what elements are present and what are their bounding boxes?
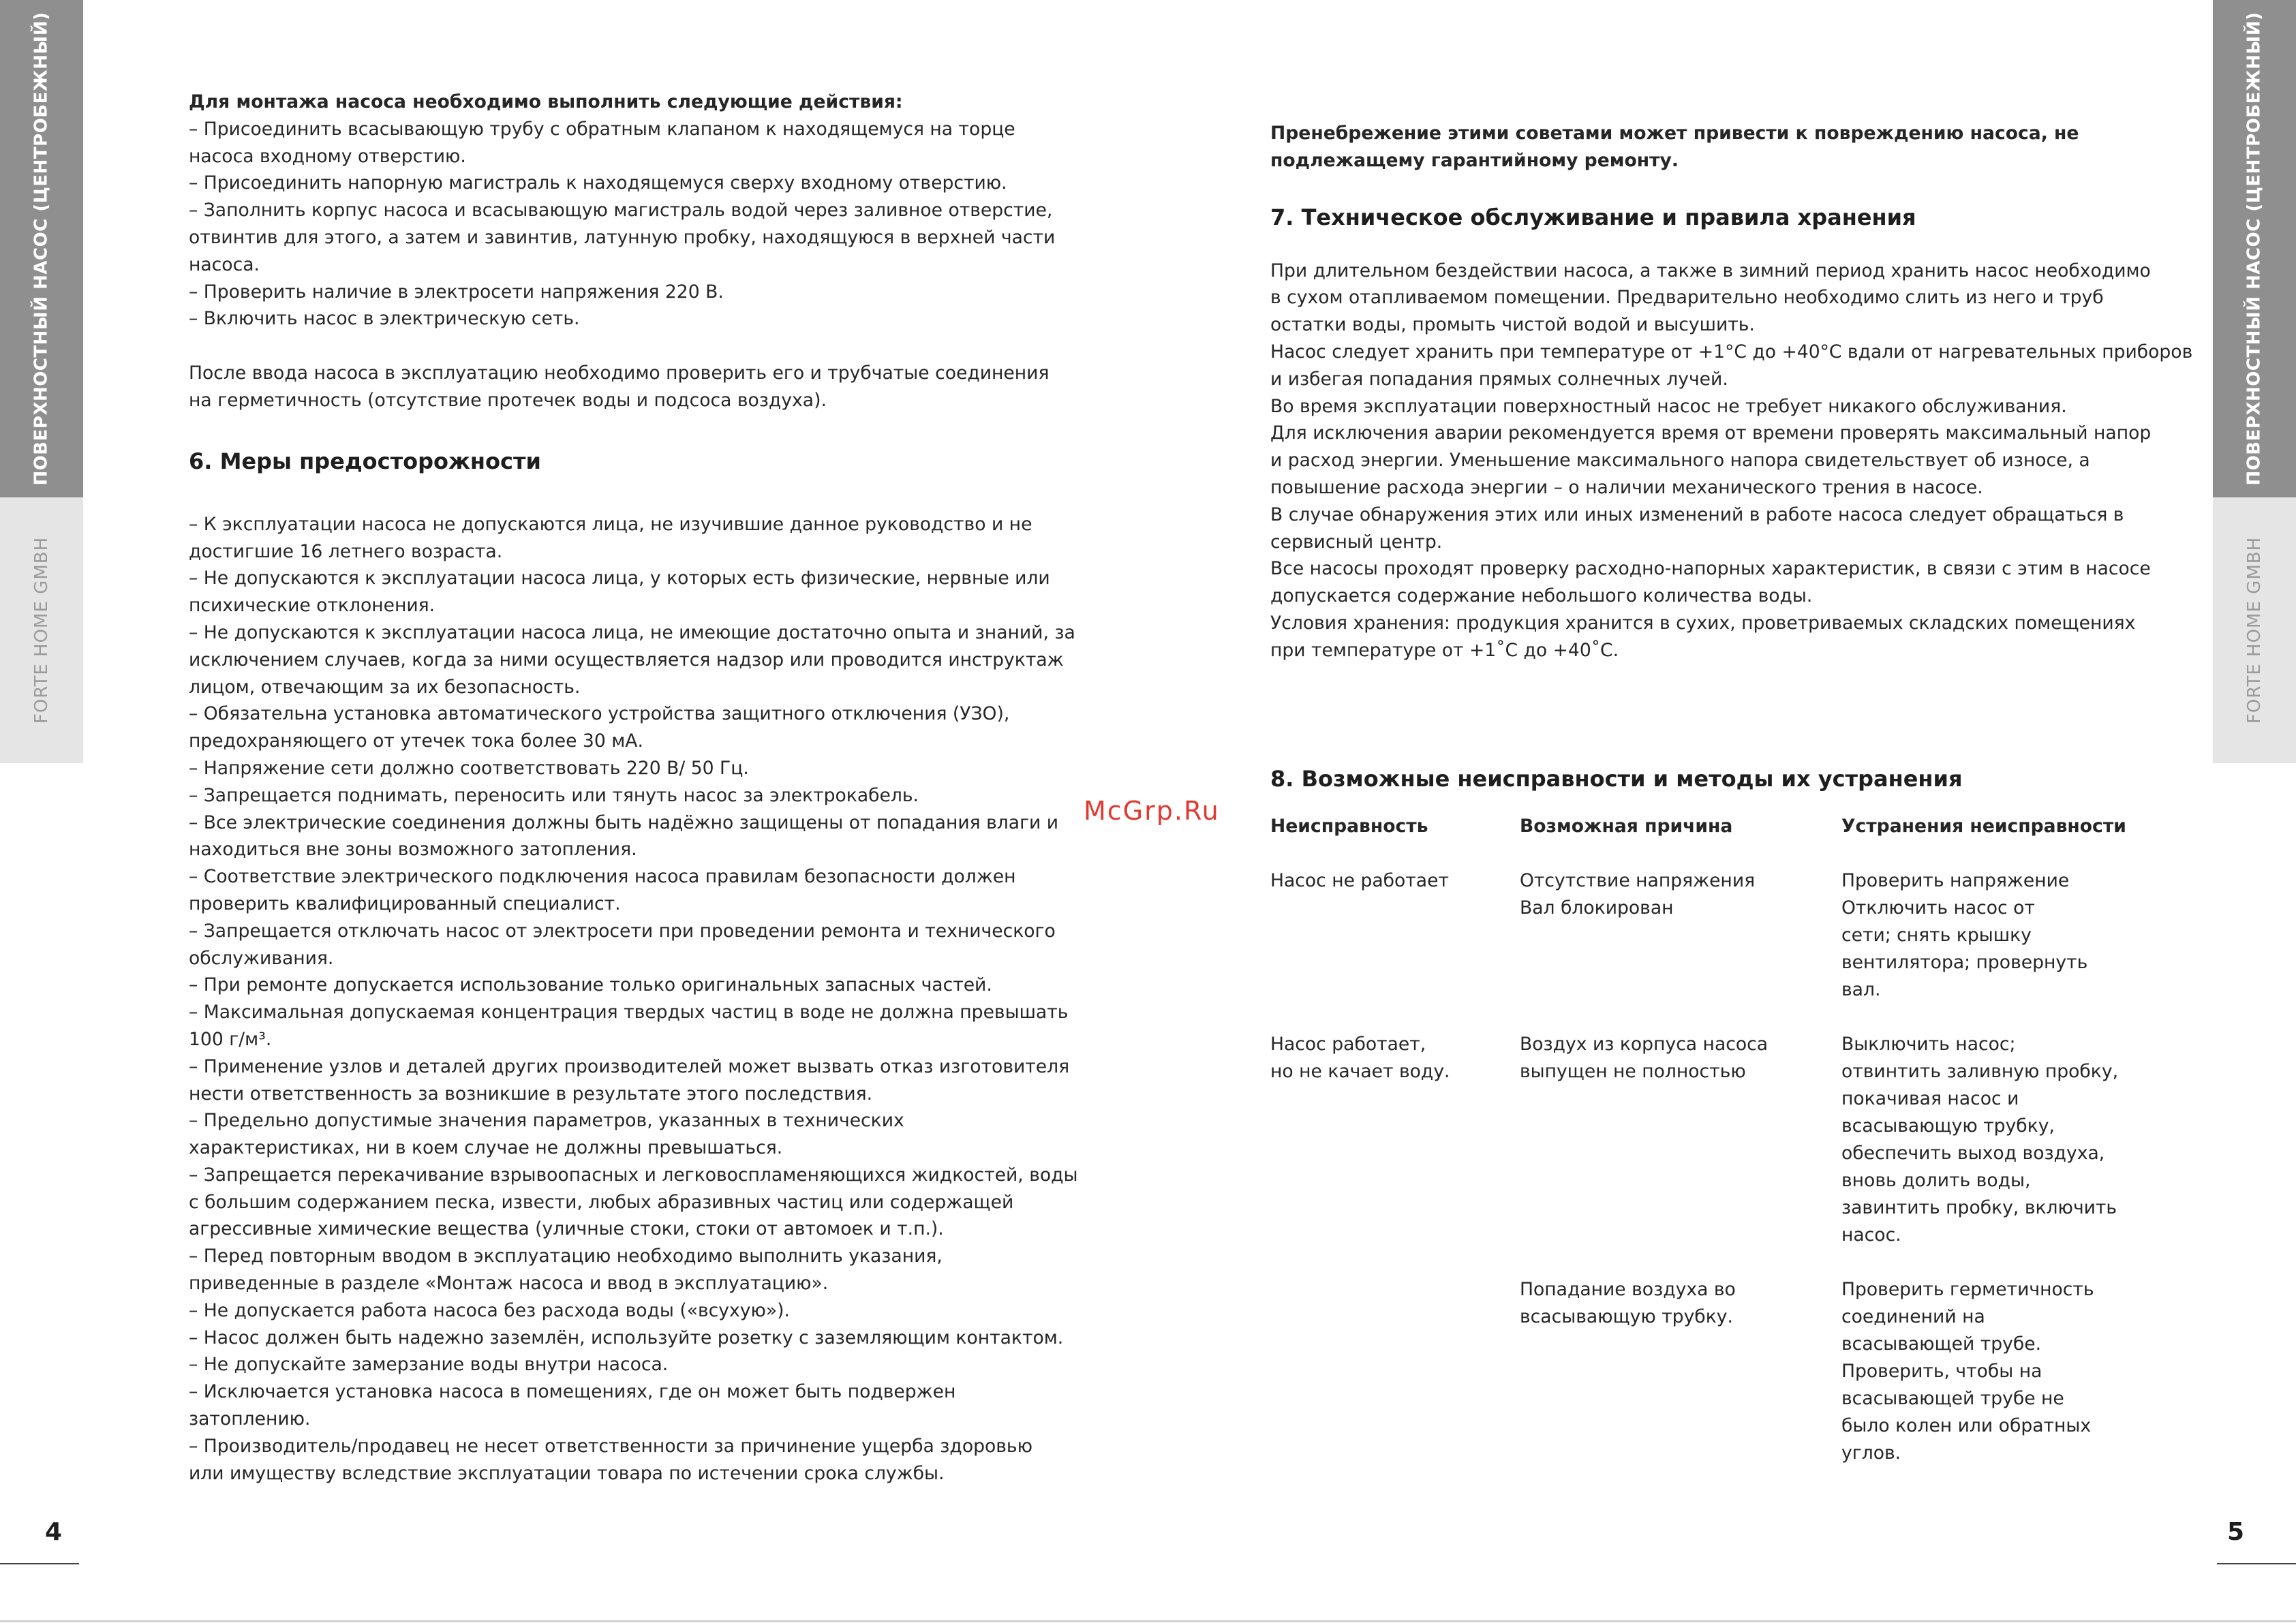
table-cell-line: Насос не работает — [1270, 870, 1449, 891]
section-7-heading: 7. Техническое обслуживание и правила хранения — [1270, 204, 1916, 230]
precaution-line: обслуживания. — [189, 947, 334, 969]
precaution-line: предохраняющего от утечек тока более 30 мА. — [189, 730, 643, 752]
table-cell-line: Попадание воздуха во — [1520, 1279, 1736, 1300]
precaution-line: – Предельно допустимые значения параметров, указанных в технических — [189, 1110, 904, 1132]
precaution-line: – Напряжение сети должно соответствовать 220 В/ 50 Гц. — [189, 757, 749, 779]
maintenance-line: Во время эксплуатации поверхностный насос не требует никакого обслуживания. — [1270, 395, 2067, 417]
table-row-2-cause — [1520, 1031, 1768, 1085]
side-tab-title-text: ПОВЕРХНОСТНЫЙ НАСОС (ЦЕНТРОБЕЖНЫЙ) — [2244, 12, 2265, 486]
page-number-left: 4 — [45, 1518, 63, 1546]
warning-line: подлежащему гарантийному ремонту. — [1270, 149, 1679, 171]
precaution-line: проверить квалифицированный специалист. — [189, 893, 621, 914]
table-cell-line: соединений на — [1841, 1306, 1985, 1327]
page-number-rule-right — [2217, 1563, 2296, 1564]
precaution-line: – Насос должен быть надежно заземлён, используйте розетку с заземляющим контактом. — [189, 1327, 1064, 1348]
precaution-line: – К эксплуатации насоса не допускаются лица, не изучившие данное руководство и не — [189, 513, 1032, 535]
table-cell-line: всасывающей трубе не — [1841, 1388, 2064, 1409]
table-header-cause: Возможная причина — [1520, 816, 1733, 837]
section-8-heading: 8. Возможные неисправности и методы их устранения — [1270, 766, 1963, 792]
install-line: – Заполнить корпус насоса и всасывающую магистраль водой через заливное отверстие, — [189, 200, 1053, 221]
watermark: McGrp.Ru — [1084, 796, 1220, 826]
precaution-line: психические отклонения. — [189, 595, 435, 617]
table-cell-line: Отсутствие напряжения — [1520, 870, 1756, 891]
precaution-line: достигшие 16 летнего возраста. — [189, 540, 503, 562]
page-number-right: 5 — [2227, 1518, 2245, 1546]
precaution-line: находиться вне зоны возможного затопления. — [189, 839, 637, 861]
install-line: – Проверить наличие в электросети напряжения 220 В. — [189, 281, 724, 303]
table-cell-line: вал. — [1841, 979, 1881, 1000]
section-6-list — [189, 511, 1078, 1487]
table-header-fix: Устранения неисправности — [1841, 816, 2126, 837]
maintenance-line: допускается содержание небольшого количества воды. — [1270, 585, 1813, 607]
table-cell-line: вновь долить воды, — [1841, 1170, 2031, 1191]
maintenance-line: Все насосы проходят проверку расходно-напорных характеристик, в связи с этим в насосе — [1270, 558, 2151, 580]
precaution-line: – Не допускаются к эксплуатации насоса лица, у которых есть физические, нервные или — [189, 568, 1050, 589]
precaution-line: – Не допускается работа насоса без расхода воды («всухую»). — [189, 1299, 791, 1321]
install-line: отвинтив для этого, а затем и завинтив, латунную пробку, находящуюся в верхней части — [189, 226, 1056, 248]
table-cell-line: обеспечить выход воздуха, — [1841, 1143, 2105, 1164]
table-cell-line: Насос работает, — [1270, 1034, 1426, 1055]
maintenance-line: остатки воды, промыть чистой водой и высушить. — [1270, 314, 1755, 336]
precaution-line: – Запрещается поднимать, переносить или тянуть насос за электрокабель. — [189, 784, 919, 806]
left-page-column — [189, 89, 1078, 1487]
precaution-line: – Не допускаются к эксплуатации насоса лица, не имеющие достаточно опыта и знаний, за — [189, 621, 1075, 643]
side-tab-brand-right — [2213, 497, 2296, 763]
maintenance-line: сервисный центр. — [1270, 531, 1443, 553]
install-after-line: После ввода насоса в эксплуатацию необходимо проверить его и трубчатые соединения — [189, 362, 1050, 384]
table-row-1-fault — [1270, 867, 1449, 895]
table-cell-line: Воздух из корпуса насоса — [1520, 1034, 1769, 1055]
table-row-1-fix — [1841, 867, 2087, 1004]
install-line: – Присоединить напорную магистраль к находящемуся сверху входному отверстию. — [189, 172, 1007, 194]
install-after-line: на герметичность (отсутствие протечек воды и подсоса воздуха). — [189, 389, 827, 411]
precaution-line: – Не допускайте замерзание воды внутри насоса. — [189, 1354, 669, 1376]
maintenance-line: в сухом отапливаемом помещении. Предварительно необходимо слить из него и труб — [1270, 287, 2104, 309]
side-tab-title-text: ПОВЕРХНОСТНЫЙ НАСОС (ЦЕНТРОБЕЖНЫЙ) — [31, 12, 52, 486]
maintenance-line: Условия хранения: продукция хранится в сухих, проветриваемых складских помещениях — [1270, 612, 2136, 634]
table-cell-line: сети; снять крышку — [1841, 925, 2032, 946]
maintenance-line: и избегая попадания прямых солнечных лучей. — [1270, 368, 1728, 390]
page-number-rule-left — [0, 1563, 79, 1564]
table-cell-line: Проверить, чтобы на — [1841, 1361, 2042, 1382]
precaution-line: – Производитель/продавец не несет ответственности за причинение ущерба здоровью — [189, 1435, 1032, 1457]
table-row-2-fix — [1841, 1031, 2118, 1249]
precaution-line: – При ремонте допускается использование только оригинальных запасных частей. — [189, 974, 992, 996]
install-line: – Присоединить всасывающую трубу с обратным клапаном к находящемуся на торце — [189, 118, 1015, 140]
table-cell-line: всасывающей трубе. — [1841, 1333, 2042, 1355]
install-line: насоса. — [189, 253, 260, 275]
precaution-line: нести ответственность за возникшие в результате этого последствия. — [189, 1083, 873, 1104]
table-cell-line: Проверить напряжение — [1841, 870, 2070, 891]
precaution-line: характеристиках, ни в коем случае не должны превышаться. — [189, 1137, 783, 1159]
table-cell-line: было колен или обратных — [1841, 1415, 2092, 1436]
table-cell-line: насос. — [1841, 1224, 1901, 1246]
table-cell-line: углов. — [1841, 1442, 1901, 1464]
precaution-line: – Применение узлов и деталей других производителей может вызвать отказ изготовителя — [189, 1055, 1070, 1077]
table-header-fault: Неисправность — [1270, 816, 1428, 837]
precaution-line: с большим содержанием песка, извести, любых абразивных частиц или содержащей — [189, 1191, 1014, 1213]
precaution-line: – Запрещается отключать насос от электросети при проведении ремонта и технического — [189, 920, 1056, 942]
section-7-text — [1270, 258, 2193, 664]
maintenance-line: Для исключения аварии рекомендуется время от времени проверять максимальный напор — [1270, 422, 2152, 444]
precaution-line: затоплению. — [189, 1408, 311, 1430]
install-line: насоса входному отверстию. — [189, 145, 466, 167]
table-cell-line: Выключить насос; — [1841, 1034, 2016, 1055]
precaution-line: агрессивные химические вещества (уличные стоки, стоки от автомоек и т.п.). — [189, 1218, 944, 1240]
table-row-2-fault — [1270, 1031, 1450, 1085]
precaution-line: 100 г/м³. — [189, 1028, 272, 1050]
precaution-line: – Обязательна установка автоматического устройства защитного отключения (УЗО), — [189, 703, 1010, 725]
side-tab-brand-text: FORTE HOME GMBH — [31, 536, 52, 724]
precaution-line: – Все электрические соединения должны быть надёжно защищены от попадания влаги и — [189, 812, 1059, 833]
table-cell-line: всасывающую трубку. — [1520, 1306, 1733, 1327]
table-cell-line: но не качает воду. — [1270, 1061, 1450, 1082]
page-bottom-rule — [0, 1620, 2296, 1622]
maintenance-line: повышение расхода энергии – о наличии механического трения в насосе. — [1270, 476, 1983, 498]
side-tab-title-left — [0, 0, 83, 497]
precaution-line: приведенные в разделе «Монтаж насоса и ввод в эксплуатацию». — [189, 1273, 829, 1295]
table-cell-line: покачивая насос и — [1841, 1088, 2019, 1109]
maintenance-line: При длительном бездействии насоса, а также в зимний период хранить насос необходимо — [1270, 260, 2151, 281]
precaution-line: – Соответствие электрического подключения насоса правилам безопасности должен — [189, 866, 1016, 888]
precaution-line: – Исключается установка насоса в помещениях, где он может быть подвержен — [189, 1381, 956, 1403]
maintenance-line: и расход энергии. Уменьшение максимального напора свидетельствует об износе, а — [1270, 450, 2090, 472]
maintenance-line: В случае обнаружения этих или иных изменений в работе насоса следует обращаться в — [1270, 504, 2124, 525]
table-cell-line: вентилятора; провернуть — [1841, 952, 2088, 973]
precaution-line: исключением случаев, когда за ними осуществляется надзор или проводится инструктаж — [189, 649, 1064, 670]
install-steps — [189, 116, 1075, 333]
side-tab-brand-left — [0, 497, 83, 763]
table-cell-line: отвинтить заливную пробку, — [1841, 1061, 2119, 1082]
maintenance-line: при температуре от +1˚С до +40˚С. — [1270, 639, 1619, 661]
precaution-line: – Максимальная допускаемая концентрация твердых частиц в воде не должна превышать — [189, 1002, 1069, 1023]
install-lead: Для монтажа насоса необходимо выполнить следующие действия: — [189, 91, 903, 112]
table-cell-line: завинтить пробку, включить — [1841, 1197, 2117, 1218]
warning-line: Пренебрежение этими советами может привести к повреждению насоса, не — [1270, 123, 2079, 144]
install-line: – Включить насос в электрическую сеть. — [189, 308, 580, 330]
precaution-line: лицом, отвечающим за их безопасность. — [189, 676, 581, 698]
table-row-3-cause — [1520, 1276, 1736, 1331]
side-tab-brand-text: FORTE HOME GMBH — [2244, 536, 2265, 724]
table-cell-line: всасывающую трубку, — [1841, 1115, 2055, 1137]
table-cell-line: Отключить насос от — [1841, 897, 2035, 918]
section-6-heading: 6. Меры предосторожности — [189, 448, 541, 474]
side-tab-title-right — [2213, 0, 2296, 497]
table-cell-line: Проверить герметичность — [1841, 1279, 2094, 1300]
table-cell-line: выпущен не полностью — [1520, 1061, 1746, 1082]
right-page-column — [1270, 120, 2193, 664]
precaution-line: – Запрещается перекачивание взрывоопасных и легковоспламеняющихся жидкостей, воды — [189, 1164, 1078, 1186]
table-row-1-cause — [1520, 867, 1755, 922]
precaution-line: – Перед повторным вводом в эксплуатацию необходимо выполнить указания, — [189, 1246, 943, 1267]
maintenance-line: Насос следует хранить при температуре от +1°С до +40°С вдали от нагревательных приборов — [1270, 341, 2193, 362]
precaution-line: или имуществу вследствие эксплуатации товара по истечении срока службы. — [189, 1462, 945, 1484]
table-cell-line: Вал блокирован — [1520, 897, 1674, 918]
table-row-3-fix — [1841, 1276, 2094, 1467]
